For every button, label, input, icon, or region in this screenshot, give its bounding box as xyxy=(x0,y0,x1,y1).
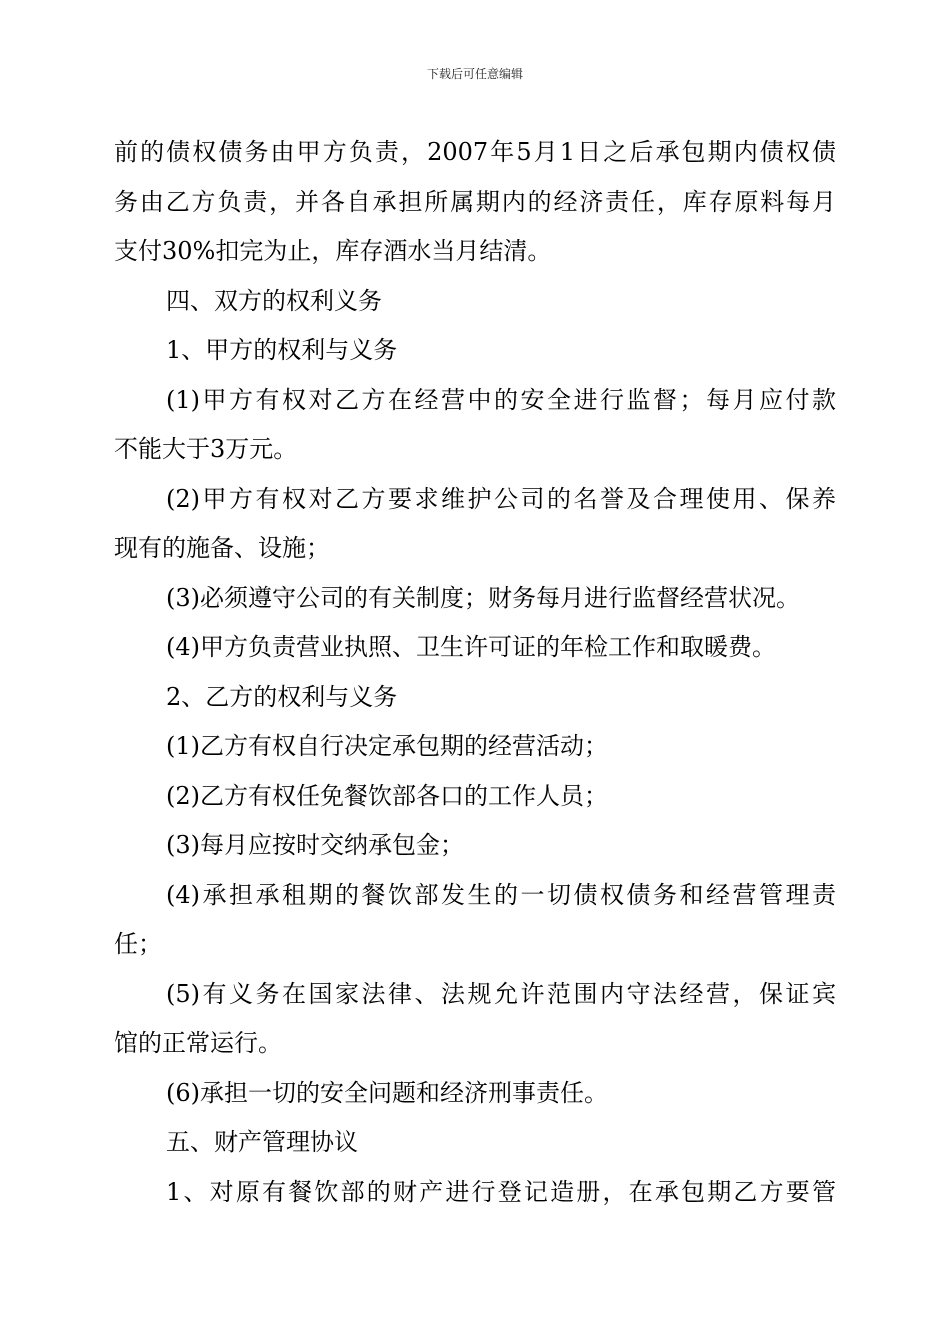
page-header: 下载后可任意编辑 xyxy=(426,67,523,81)
paragraph-line: (6)承担一切的安全问题和经济刑事责任。 xyxy=(166,1078,608,1107)
paragraph-line: (3)每月应按时交纳承包金； xyxy=(166,831,464,859)
paragraph-line: (2)甲方有权对乙方要求维护公司的名誉及合理使用、保养 xyxy=(166,484,836,513)
subsection-heading: 2、乙方的权利与义务 xyxy=(166,682,398,711)
paragraph-line: (1)甲方有权对乙方在经营中的安全进行监督；每月应付款 xyxy=(166,385,836,414)
section-heading: 四、双方的权利义务 xyxy=(166,286,382,315)
paragraph-line: (2)乙方有权任免餐饮部各口的工作人员； xyxy=(166,781,608,810)
subsection-heading: 1、甲方的权利与义务 xyxy=(166,336,398,364)
paragraph-line: 支付30%扣完为止，库存酒水当月结清。 xyxy=(114,237,552,265)
paragraph-line: 任； xyxy=(114,930,162,958)
paragraph-line: (5)有义务在国家法律、法规允许范围内守法经营，保证宾 xyxy=(166,979,836,1008)
section-heading: 五、财产管理协议 xyxy=(166,1128,358,1156)
paragraph-line: 1、对原有餐饮部的财产进行登记造册，在承包期乙方要管 xyxy=(166,1177,836,1206)
paragraph-line: (1)乙方有权自行决定承包期的经营活动； xyxy=(166,732,608,760)
paragraph-line: (4)甲方负责营业执照、卫生许可证的年检工作和取暖费。 xyxy=(166,633,776,661)
document-body xyxy=(114,128,836,1217)
paragraph-line: 馆的正常运行。 xyxy=(114,1029,282,1057)
paragraph-line: 务由乙方负责，并各自承担所属期内的经济责任，库存原料每月 xyxy=(114,187,836,216)
paragraph-line: (3)必须遵守公司的有关制度；财务每月进行监督经营状况。 xyxy=(166,583,800,612)
paragraph-line: 现有的施备、设施； xyxy=(114,534,330,562)
paragraph-line: 不能大于3万元。 xyxy=(114,435,298,463)
paragraph-line: (4)承担承租期的餐饮部发生的一切债权债务和经营管理责 xyxy=(166,880,836,909)
paragraph-line: 前的债权债务由甲方负责，2007年5月1日之后承包期内债权债 xyxy=(114,138,836,166)
